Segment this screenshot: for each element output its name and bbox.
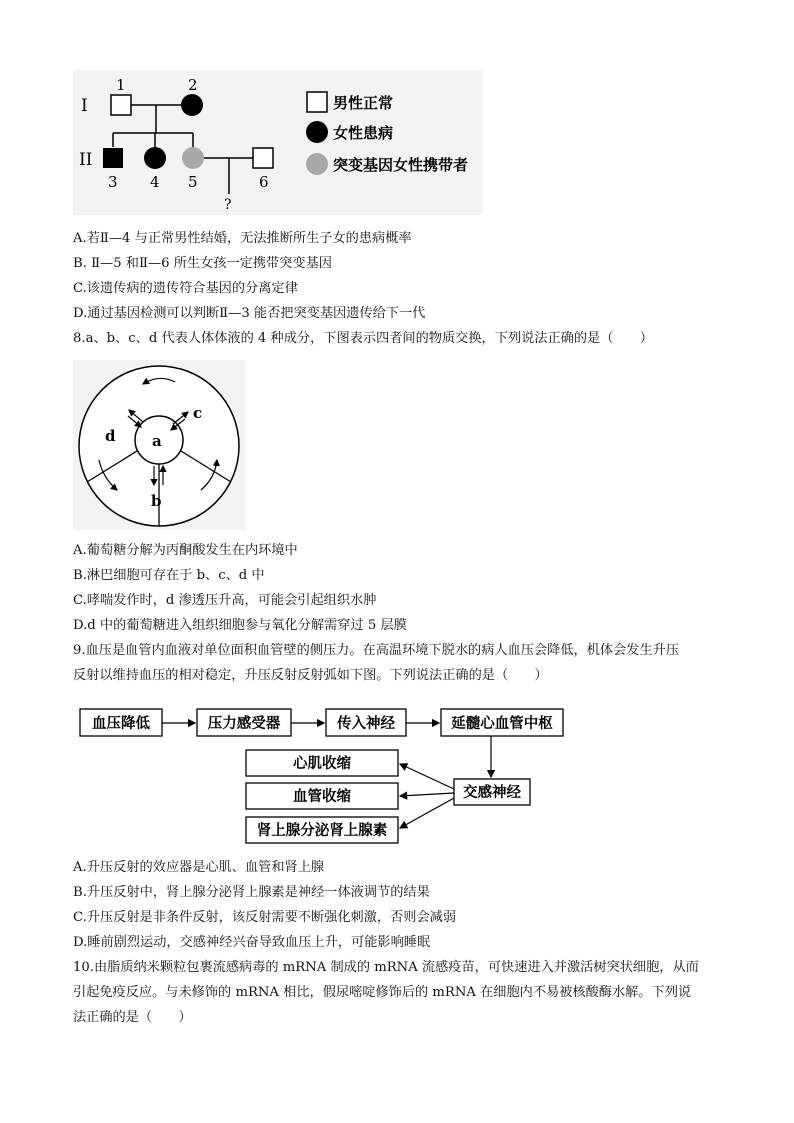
fluid-label-d: d <box>105 427 116 445</box>
individual-II-6-number: 6 <box>259 173 269 191</box>
q10-stem-line1: 10.由脂质纳米颗粒包裹流感病毒的 mRNA 制成的 mRNA 流感疫苗，可快速进入并激活树突状细胞，从而 <box>73 960 699 975</box>
q9-option-d: D.睡前剧烈运动，交感神经兴奋导致血压上升，可能影响睡眠 <box>73 935 431 950</box>
q9-option-c: C.升压反射是非条件反射，该反射需要不断强化刺激，否则会减弱 <box>73 910 457 925</box>
box-medulla-center: 延髓心血管中枢 <box>451 715 553 732</box>
individual-II-5-female-carrier <box>182 147 204 169</box>
unknown-offspring: ? <box>224 197 232 213</box>
q7-option-c: C.该遗传病的遗传符合基因的分离定律 <box>73 281 298 296</box>
q7-option-d: D.通过基因检测可以判断Ⅱ—3 能否把突变基因遗传给下一代 <box>73 306 426 321</box>
individual-II-6-male-normal <box>253 148 273 168</box>
fluid-label-b: b <box>151 492 162 510</box>
box-baroreceptor: 压力感受器 <box>207 715 281 732</box>
fluid-label-a: a <box>152 432 162 450</box>
q7-option-a: A.若Ⅱ—4 与正常男性结婚，无法推断所生子女的患病概率 <box>73 231 412 246</box>
box-sympathetic-nerve: 交感神经 <box>463 784 521 801</box>
individual-I-2-female-affected <box>181 94 203 116</box>
q8-option-d: D.d 中的葡萄糖进入组织细胞参与氧化分解需穿过 5 层膜 <box>73 618 407 633</box>
individual-I-1-number: 1 <box>116 76 126 94</box>
individual-II-4-number: 4 <box>150 173 160 191</box>
box-vasoconstriction: 血管收缩 <box>293 788 351 805</box>
legend-male-normal: 男性正常 <box>333 94 394 112</box>
legend-female-carrier: 突变基因女性携带者 <box>333 156 469 174</box>
legend-filled-circle-icon <box>306 121 328 143</box>
box-afferent-nerve: 传入神经 <box>337 715 395 732</box>
generation-II-label: II <box>79 150 93 170</box>
box-myocardial-contraction: 心肌收缩 <box>293 755 351 772</box>
q8-stem: 8.a、b、c、d 代表人体体液的 4 种成分，下图表示四者间的物质交换，下列说法正确的是（ ） <box>73 331 653 346</box>
pressor-reflex-arc-diagram <box>78 703 578 845</box>
individual-II-4-female-affected <box>144 147 166 169</box>
generation-I-label: I <box>81 96 88 116</box>
legend-square-icon <box>307 92 327 112</box>
pedigree-figure <box>73 70 483 215</box>
box-blood-pressure-drop: 血压降低 <box>92 715 150 732</box>
individual-I-1-male-normal <box>111 95 131 115</box>
q10-stem-line2: 引起免疫反应。与未修饰的 mRNA 相比，假尿嘧啶修饰后的 mRNA 在细胞内不易被核酸酶水解。下列说 <box>73 985 692 1000</box>
q8-option-c: C.哮喘发作时，d 渗透压升高，可能会引起组织水肿 <box>73 593 377 608</box>
legend-female-affected: 女性患病 <box>333 124 394 142</box>
q7-option-b: B. Ⅱ—5 和Ⅱ—6 所生女孩一定携带突变基因 <box>73 256 332 271</box>
legend-grey-circle-icon <box>306 153 328 175</box>
q9-option-b: B.升压反射中，肾上腺分泌肾上腺素是神经一体液调节的结果 <box>73 885 430 900</box>
fluid-label-c: c <box>193 404 203 422</box>
box-adrenal-secretion: 肾上腺分泌肾上腺素 <box>256 822 388 839</box>
body-fluid-diagram <box>73 360 245 530</box>
q9-stem-line1: 9.血压是血管内血液对单位面积血管壁的侧压力。在高温环境下脱水的病人血压会降低，机体会发生升压 <box>73 643 680 658</box>
q8-option-a: A.葡萄糖分解为丙酮酸发生在内环境中 <box>73 543 298 558</box>
individual-II-3-number: 3 <box>108 173 118 191</box>
q9-option-a: A.升压反射的效应器是心肌、血管和肾上腺 <box>73 860 325 875</box>
individual-II-5-number: 5 <box>188 173 198 191</box>
individual-I-2-number: 2 <box>188 76 198 94</box>
q9-stem-line2: 反射以维持血压的相对稳定，升压反射反射弧如下图。下列说法正确的是（ ） <box>73 668 548 683</box>
q10-stem-line3: 法正确的是（ ） <box>73 1010 192 1025</box>
individual-II-3-male-affected <box>103 148 123 168</box>
q8-option-b: B.淋巴细胞可存在于 b、c、d 中 <box>73 568 265 583</box>
